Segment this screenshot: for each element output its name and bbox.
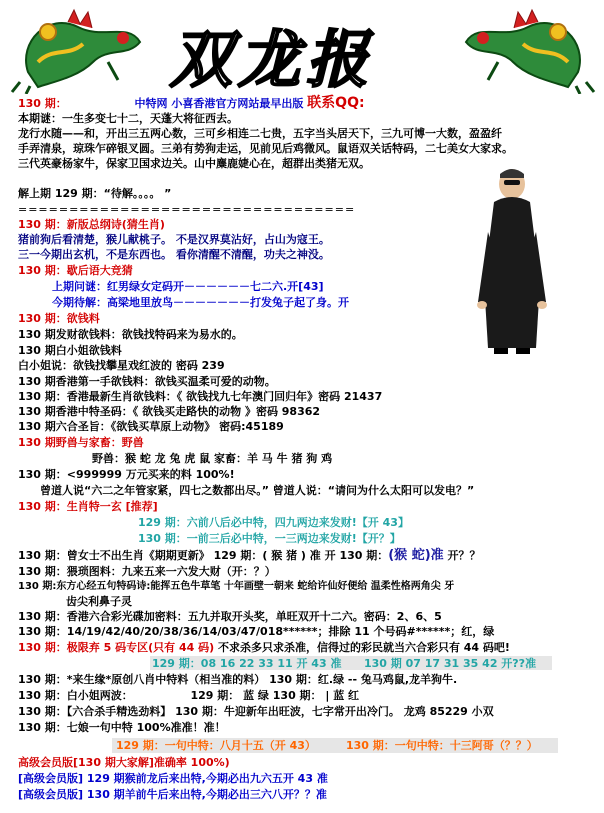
yiju-left: 129 期：一句中特：八月十五（开 43） (116, 739, 316, 752)
abandon-text: 不求杀多只求杀准，信得过的彩民就当六合彩只有 44 码吧! (214, 641, 510, 654)
poem-head: 130 期：新版总纲诗(猜生肖) (18, 218, 165, 231)
answer-line: 解上期 129 期：“待解。。。。 ” (18, 187, 172, 200)
laisheng-line: 130 期：*来生缘*原创八肖中特料（相当准的料） 130 期：红.绿 -- 兔马鸡鼠,龙羊狗牛. (18, 673, 458, 686)
qian-line-1: 130 期发财欲钱料：欲钱找特码来为易水的。 (18, 328, 243, 341)
numbers-left: 129 期：08 16 22 33 11 开 43 准 (152, 657, 342, 670)
qian-hk-line: 130 期香港第一手欲钱料：欲钱买温柔可爱的动物。 (18, 375, 276, 388)
qian-line-3: 白小姐说：欲钱找攀星戏红波的 密码 239 (18, 359, 225, 372)
site-name: 中特网 小喜香港官方网站最早出版 (134, 97, 304, 110)
dragon-icon-left (8, 2, 148, 94)
baixiaojie-values: 129 期： 蓝 绿 130 期： | 蓝 红 (190, 689, 360, 702)
abandon-head: 130 期：极限弃 5 码专区(只有 44 码) (18, 641, 215, 654)
speech-line: 曾道人说“六二之年管家紧，四七之数都出尽。” 曾道人说：“请问为什么太阳可以发电？” (40, 484, 475, 497)
poem-line-2: 三一今期出玄机，不是东西也。 看你清醒不清醒，功夫之神没。 (18, 248, 330, 261)
master-portrait (474, 162, 550, 358)
dragon-icon-right (450, 2, 598, 94)
hk-liuhe-line: 130 期：香港六合彩光碟加密料：五九并取开头奖，单旺双开十二六。密码：2、6、5 (18, 610, 442, 623)
money-line: 130 期：<999999 万元买来的料 100%! (18, 468, 235, 481)
zeng-highlight: (猴 蛇)准 (388, 548, 444, 563)
site-line (18, 97, 365, 110)
zodiac-line: 野兽：猴 蛇 龙 兔 虎 鼠 家畜：羊 马 牛 猪 狗 鸡 (92, 452, 333, 465)
xiehouyu-line-2: 今期待解：高梁地里放鸟－－－－－－－打发兔子起了身。开 (52, 296, 349, 309)
yiju-right: 130 期：一句中特：十三阿哥（？？） (346, 739, 538, 752)
liuhe-kill-line: 130 期：【六合杀手精选劲料】 130 期：牛迎新年出旺波，七字常开出冷门。 龙鸡 85229 小双 (18, 705, 494, 718)
special-teal-1: 129 期：六前八后必中特，四九两边来发财!【开 43】 (138, 516, 409, 529)
ye-head: 130 期野兽与家畜：野兽 (18, 436, 144, 449)
dongfang-line: 130 期:东方心经五句特码诗:能挥五色牛草笔 十年画壁一朝来 蛇给许仙好便给 温柔性格两角尖 牙 (18, 581, 455, 592)
intro-line-4: 三代英豪杨家牛，保家卫国求边关。山中麋鹿婕心在，超群出类猪无双。 (18, 157, 370, 170)
baixiaojie-label: 130 期：白小姐两波： (18, 689, 133, 702)
numbers-right: 130 期 07 17 31 35 42 开??准 (364, 657, 537, 670)
qian-newest-line: 130 期：香港最新生肖欲钱料：《 欲钱找九七年澳门回归年》密码 21437 (18, 390, 383, 403)
baixiaojie-line (18, 689, 359, 702)
header (0, 0, 604, 100)
intro-line-2: 龙行水随——和，开出三五两心数，三可乡相连二七贵，五字当头居天下，三九可博一大数，盈盈纤 (18, 127, 502, 140)
poem-line-1: 猪前狗后看清楚，猴儿献桃子。 不是汉界莫沾好，占山为寇王。 (18, 233, 330, 246)
qq-contact: 联系QQ: (307, 95, 365, 111)
xiehouyu-head: 130 期：歇后语大竞猜 (18, 264, 133, 277)
vip-head: 高级会员版[130 期大家解]准确率 100%) (18, 756, 230, 769)
abandon-line (18, 641, 510, 654)
weijie-line: 130 期：猥琐图料：九来五来一六发大财（开：？） (18, 565, 276, 578)
qian-head: 130 期：欲钱料 (18, 312, 100, 325)
qian-line-2: 130 期白小姐欲钱料 (18, 344, 122, 357)
qiniang-line: 130 期：七娘一句中特 100%准准！准！ (18, 721, 226, 734)
period-label: 130 期： (18, 97, 67, 110)
vip-line-2: [高级会员版] 130 期羊前牛后来出特,今期必出三六八开？？准 (18, 788, 327, 801)
divider: ================================= (18, 203, 356, 216)
zeng-text: 130 期：曾女士不出生肖《期期更新》 129 期：( 猴 猪 ) 准 开 130 期： (18, 549, 389, 562)
special-head: 130 期：生肖特一玄 [推荐] (18, 500, 158, 513)
page-title: 双龙报 (170, 23, 375, 96)
zeng-line (18, 549, 481, 562)
zeng-open: 开？？ (447, 549, 481, 562)
vip-line-1: [高级会员版] 129 期猴前龙后来出特,今期必出九六五开 43 准 (18, 772, 328, 785)
numbers-line: 130 期：14/19/42/40/20/38/36/14/03/47/018******；排除 11 个号码#******；红，绿 (18, 625, 495, 638)
special-teal-2: 130 期：一前三后必中特，一三两边来发财!【开？】 (138, 532, 401, 545)
intro-line-1: 本期谜：一生多变七十二，天蓬大将征西去。 (18, 112, 238, 125)
xiehouyu-line-1: 上期问谜：红男绿女定码开－－－－－－七二六.开[43] (52, 280, 324, 293)
dongfang-line-2: 齿尖利鼻子灵 (66, 595, 132, 608)
qian-zhongte-line: 130 期香港中特圣码：《 欲钱买走路快的动物 》密码 98362 (18, 405, 321, 418)
qian-liuhe-line: 130 期六合圣旨：《欲钱买草原上动物》 密码:45189 (18, 420, 284, 433)
intro-line-3: 手弄清泉，琼珠乍碎银叉圆。三弟有势狗走运，见前见后鸡微风。鼠语双关话特码，二七美女大家求。 (18, 142, 513, 155)
